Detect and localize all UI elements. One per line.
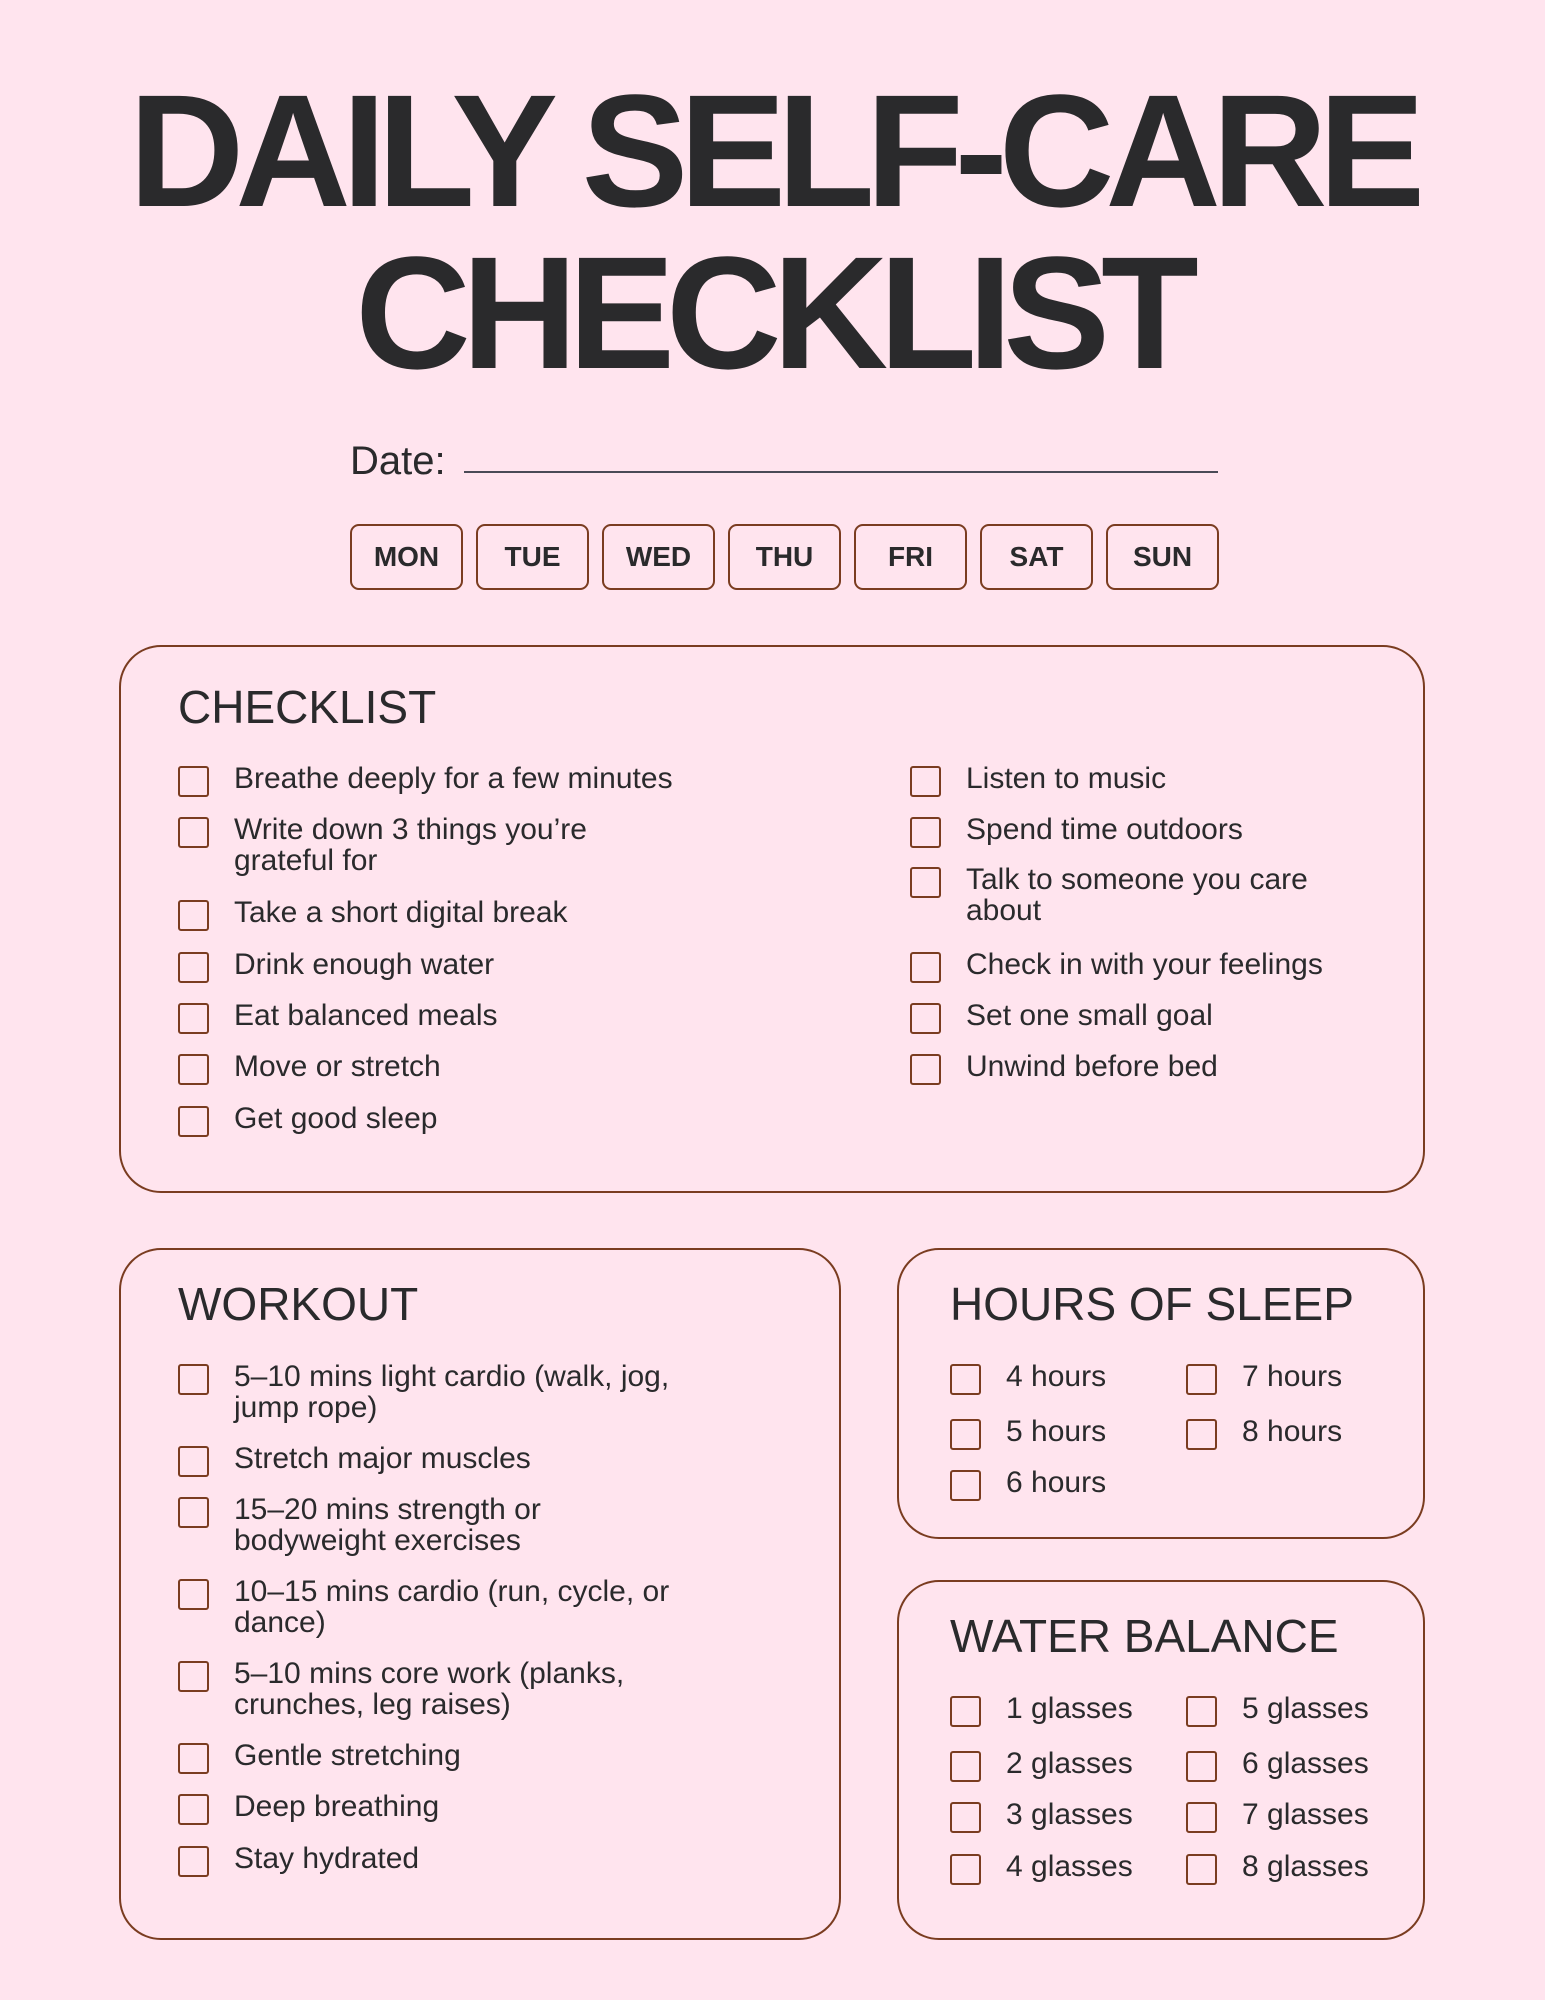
workout-item-text xyxy=(234,1791,439,1822)
sleep-card-title: HOURS OF SLEEP xyxy=(950,1278,1354,1330)
sleep-option-checkbox[interactable] xyxy=(950,1470,981,1501)
checklist-checkbox[interactable] xyxy=(178,817,209,848)
water-option-checkbox[interactable] xyxy=(950,1854,981,1885)
sleep-option-checkbox[interactable] xyxy=(950,1419,981,1450)
checklist-item-text xyxy=(234,897,568,928)
water-option-checkbox[interactable] xyxy=(950,1696,981,1727)
workout-item-text xyxy=(234,1494,541,1556)
day-thu-button[interactable]: THU xyxy=(728,524,841,590)
water-option-label: 7 glasses xyxy=(1242,1798,1369,1831)
page-title xyxy=(0,61,1545,402)
workout-item-text xyxy=(234,1658,624,1720)
sleep-option-checkbox[interactable] xyxy=(950,1364,981,1395)
water-option-checkbox[interactable] xyxy=(1186,1751,1217,1782)
workout-item-text xyxy=(234,1740,461,1771)
workout-checkbox[interactable] xyxy=(178,1364,209,1395)
sleep-option-label: 7 hours xyxy=(1242,1360,1343,1393)
workout-item-line: Gentle stretching xyxy=(234,1739,461,1772)
checklist-item-text xyxy=(966,1000,1213,1031)
checklist-card xyxy=(119,645,1425,1193)
sleep-option-label: 6 hours xyxy=(1006,1466,1107,1499)
checklist-item-line: Get good sleep xyxy=(234,1102,438,1135)
workout-item-line: 5–10 mins core work (planks, xyxy=(234,1657,625,1690)
checklist-item-line: Take a short digital break xyxy=(234,896,568,929)
workout-item-line: 10–15 mins cardio (run, cycle, or xyxy=(234,1575,670,1608)
workout-checkbox[interactable] xyxy=(178,1743,209,1774)
water-card-title: WATER BALANCE xyxy=(950,1610,1339,1662)
water-option-checkbox[interactable] xyxy=(1186,1854,1217,1885)
sleep-option-checkbox[interactable] xyxy=(1186,1364,1217,1395)
water-option-checkbox[interactable] xyxy=(1186,1696,1217,1727)
checklist-item-line: Set one small goal xyxy=(966,999,1213,1032)
checklist-item-line: Write down 3 things you’re xyxy=(234,813,587,846)
workout-checkbox[interactable] xyxy=(178,1661,209,1692)
sleep-option-label: 8 hours xyxy=(1242,1415,1343,1448)
checklist-checkbox[interactable] xyxy=(910,1054,941,1085)
workout-checkbox[interactable] xyxy=(178,1497,209,1528)
sleep-option-label: 4 hours xyxy=(1006,1360,1107,1393)
title-line-2: CHECKLIST xyxy=(355,223,1190,402)
workout-checkbox[interactable] xyxy=(178,1446,209,1477)
water-option-label: 3 glasses xyxy=(1006,1798,1133,1831)
checklist-checkbox[interactable] xyxy=(910,1003,941,1034)
checklist-item-line: about xyxy=(966,894,1042,927)
workout-card xyxy=(119,1248,841,1940)
checklist-item-text xyxy=(966,949,1323,980)
checklist-item-line: Breathe deeply for a few minutes xyxy=(234,762,673,795)
checklist-item-text xyxy=(966,864,1308,926)
workout-item-line: Deep breathing xyxy=(234,1790,440,1823)
workout-item-line: 5–10 mins light cardio (walk, jog, xyxy=(234,1360,670,1393)
workout-item-line: dance) xyxy=(234,1606,326,1639)
checklist-item-text xyxy=(234,1103,437,1134)
checklist-checkbox[interactable] xyxy=(178,952,209,983)
day-sat-button[interactable]: SAT xyxy=(980,524,1093,590)
water-option-label: 8 glasses xyxy=(1242,1850,1369,1883)
workout-item-text xyxy=(234,1443,531,1474)
water-option-label: 2 glasses xyxy=(1006,1747,1133,1780)
checklist-item-text xyxy=(234,949,494,980)
checklist-card-title: CHECKLIST xyxy=(178,681,437,733)
checklist-item-text xyxy=(234,763,673,794)
workout-checkbox[interactable] xyxy=(178,1579,209,1610)
water-option-label: 5 glasses xyxy=(1242,1692,1369,1725)
water-option-checkbox[interactable] xyxy=(1186,1802,1217,1833)
checklist-item-line: Listen to music xyxy=(966,762,1167,795)
workout-item-line: 15–20 mins strength or xyxy=(234,1493,541,1526)
checklist-item-text xyxy=(966,763,1166,794)
water-option-label: 1 glasses xyxy=(1006,1692,1133,1725)
workout-checkbox[interactable] xyxy=(178,1794,209,1825)
day-wed-button[interactable]: WED xyxy=(602,524,715,590)
checklist-checkbox[interactable] xyxy=(910,766,941,797)
workout-item-line: bodyweight exercises xyxy=(234,1524,521,1557)
checklist-checkbox[interactable] xyxy=(910,867,941,898)
checklist-checkbox[interactable] xyxy=(178,900,209,931)
day-selector xyxy=(350,524,1220,590)
checklist-checkbox[interactable] xyxy=(910,952,941,983)
checklist-item-text xyxy=(234,1000,498,1031)
workout-checkbox[interactable] xyxy=(178,1846,209,1877)
workout-card-title: WORKOUT xyxy=(178,1278,419,1330)
checklist-checkbox[interactable] xyxy=(178,766,209,797)
workout-item-line: jump rope) xyxy=(234,1391,378,1424)
workout-item-line: Stretch major muscles xyxy=(234,1442,531,1475)
date-row xyxy=(350,436,1220,486)
sleep-card xyxy=(897,1248,1425,1539)
sleep-option-label: 5 hours xyxy=(1006,1415,1107,1448)
date-input-line[interactable] xyxy=(464,471,1218,473)
title-line-1: DAILY SELF-CARE xyxy=(128,61,1417,240)
water-option-checkbox[interactable] xyxy=(950,1802,981,1833)
water-option-label: 4 glasses xyxy=(1006,1850,1133,1883)
checklist-item-line: Spend time outdoors xyxy=(966,813,1243,846)
checklist-checkbox[interactable] xyxy=(910,817,941,848)
day-fri-button[interactable]: FRI xyxy=(854,524,967,590)
date-label: Date: xyxy=(350,438,446,483)
workout-item-text xyxy=(234,1361,669,1423)
workout-item-line: crunches, leg raises) xyxy=(234,1688,511,1721)
day-mon-button[interactable]: MON xyxy=(350,524,463,590)
checklist-checkbox[interactable] xyxy=(178,1003,209,1034)
checklist-item-text xyxy=(234,1051,441,1082)
checklist-item-line: Check in with your feelings xyxy=(966,948,1323,981)
checklist-checkbox[interactable] xyxy=(178,1106,209,1137)
water-option-checkbox[interactable] xyxy=(950,1751,981,1782)
checklist-item-line: Drink enough water xyxy=(234,948,495,981)
checklist-item-text xyxy=(234,814,587,876)
day-sun-button[interactable]: SUN xyxy=(1106,524,1219,590)
sleep-option-checkbox[interactable] xyxy=(1186,1419,1217,1450)
checklist-item-line: grateful for xyxy=(234,844,378,877)
checklist-item-line: Talk to someone you care xyxy=(966,863,1308,896)
checklist-item-line: Unwind before bed xyxy=(966,1050,1218,1083)
day-tue-button[interactable]: TUE xyxy=(476,524,589,590)
water-card xyxy=(897,1580,1425,1940)
water-option-label: 6 glasses xyxy=(1242,1747,1369,1780)
workout-item-text xyxy=(234,1576,669,1638)
workout-item-line: Stay hydrated xyxy=(234,1842,420,1875)
checklist-item-line: Move or stretch xyxy=(234,1050,441,1083)
workout-item-text xyxy=(234,1843,419,1874)
checklist-item-text xyxy=(966,1051,1218,1082)
checklist-item-line: Eat balanced meals xyxy=(234,999,498,1032)
checklist-item-text xyxy=(966,814,1243,845)
checklist-checkbox[interactable] xyxy=(178,1054,209,1085)
